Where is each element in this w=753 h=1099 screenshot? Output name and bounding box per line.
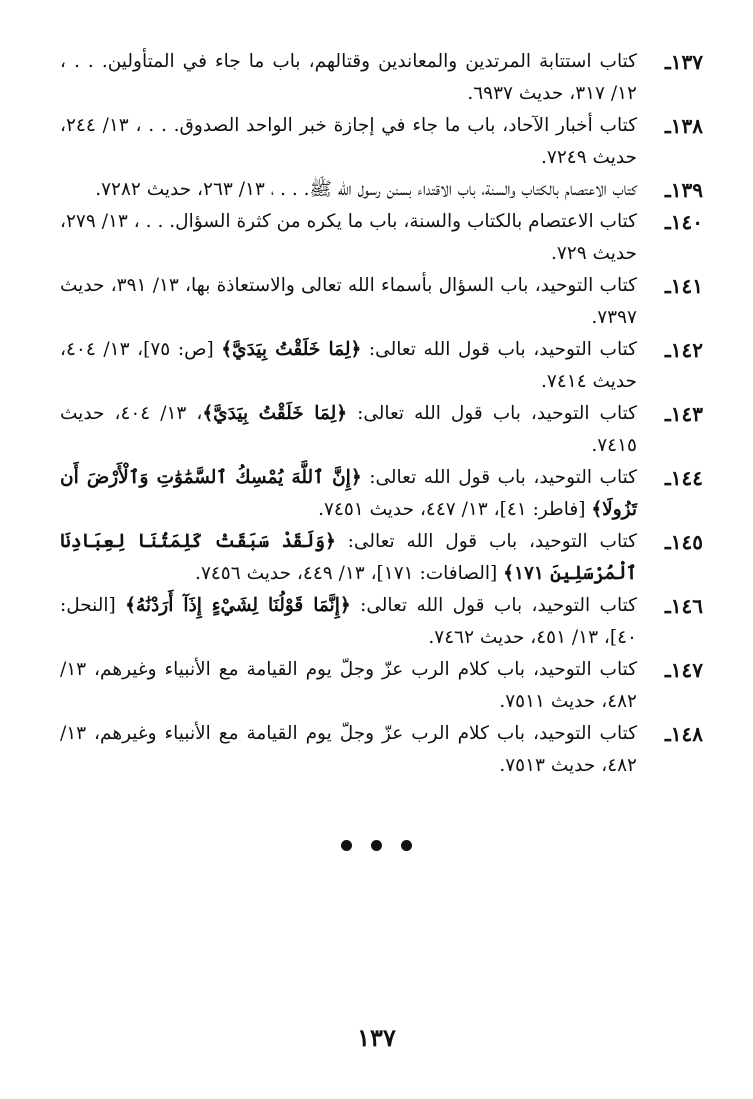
reference-text	[60, 110, 637, 174]
reference-item	[60, 718, 703, 782]
reference-list	[60, 46, 703, 782]
reference-segment: كتاب استتابة المرتدين والمعاندين وقتالهم، باب ما جاء في المتأولين. . . ، ١٢/ ٣١٧، حديث ٦٩٣٧.	[60, 51, 637, 104]
reference-number: ١٤١ـ	[664, 274, 703, 298]
reference-item	[60, 46, 703, 110]
reference-segment: ، ١٣/ ٤٠٤، حديث ٧٤١٥.	[60, 403, 637, 456]
quran-verse: ﴿إِنَّمَا قَوْلُنَا لِشَيْءٍ إِذَآ أَرَدْنَٰهُ﴾	[125, 595, 351, 616]
reference-item	[60, 590, 703, 654]
reference-item	[60, 526, 703, 590]
reference-segment: كتاب الاعتصام بالكتاب والسنة، باب ما يكره من كثرة السؤال. . . ، ١٣/ ٢٧٩، حديث ٧٢٩.	[60, 211, 637, 264]
reference-segment: كتاب التوحيد، باب قول الله تعالى:	[350, 595, 637, 616]
reference-item	[60, 174, 703, 206]
quran-verse: ﴿لِمَا خَلَقْتُ بِيَدَيَّ﴾	[202, 403, 348, 424]
quran-verse: ﴿إِنَّ ٱللَّهَ يُمْسِكُ ٱلسَّمَٰوَٰتِ وَٱلْأَرْضَ أَن تَزُولَا﴾	[60, 467, 637, 520]
reference-text	[60, 334, 637, 398]
reference-item	[60, 654, 703, 718]
quran-verse: ﴿وَلَقَدْ سَبَقَتْ كَلِمَتُنَا لِعِبَادِنَا ٱلْمُرْسَلِينَ ١٧١﴾	[60, 531, 637, 584]
reference-number: ١٤٧ـ	[664, 658, 703, 682]
reference-item	[60, 270, 703, 334]
reference-number: ١٤٦ـ	[664, 594, 703, 618]
reference-segment: كتاب التوحيد، باب قول الله تعالى:	[361, 467, 637, 488]
separator-dot-icon	[341, 840, 352, 851]
reference-number: ١٤٣ـ	[664, 402, 703, 426]
reference-text	[60, 718, 637, 782]
section-separator-icon	[0, 836, 753, 855]
separator-dot-icon	[371, 840, 382, 851]
quran-verse: ﴿لِمَا خَلَقْتُ بِيَدَيَّ﴾	[221, 339, 362, 360]
reference-text	[60, 206, 637, 270]
reference-segment: كتاب التوحيد، باب قول الله تعالى:	[347, 403, 637, 424]
reference-segment: [الصافات: ١٧١]، ١٣/ ٤٤٩، حديث ٧٤٥٦.	[195, 563, 504, 584]
reference-number: ١٣٨ـ	[664, 114, 703, 138]
reference-text	[60, 270, 637, 334]
reference-number: ١٣٧ـ	[664, 50, 703, 74]
page-number: ١٣٧	[357, 1023, 396, 1052]
reference-item	[60, 398, 703, 462]
reference-segment: كتاب أخبار الآحاد، باب ما جاء في إجازة خبر الواحد الصدوق. . . ، ١٣/ ٢٤٤، حديث ٧٢٤٩.	[60, 115, 637, 168]
reference-number: ١٤٠ـ	[664, 210, 703, 234]
reference-text	[60, 174, 637, 206]
reference-text	[60, 46, 637, 110]
reference-segment: كتاب التوحيد، باب السؤال بأسماء الله تعالى والاستعاذة بها، ١٣/ ٣٩١، حديث ٧٣٩٧.	[60, 275, 637, 328]
reference-text	[60, 462, 637, 526]
separator-dot-icon	[401, 840, 412, 851]
reference-number: ١٣٩ـ	[664, 178, 703, 202]
reference-segment: [النحل: ٤٠]، ١٣/ ٤٥١، حديث ٧٤٦٢.	[60, 595, 637, 648]
reference-item	[60, 334, 703, 398]
reference-item	[60, 110, 703, 174]
reference-text	[60, 398, 637, 462]
reference-number: ١٤٨ـ	[664, 722, 703, 746]
reference-segment: كتاب التوحيد، باب كلام الرب عزّ وجلّ يوم القيامة مع الأنبياء وغيرهم، ١٣/ ٤٨٢، حديث ٧٥١١.	[60, 659, 637, 712]
reference-segment: [ص: ٧٥]، ١٣/ ٤٠٤، حديث ٧٤١٤.	[60, 339, 637, 392]
reference-number: ١٤٥ـ	[664, 530, 703, 554]
reference-segment: [فاطر: ٤١]، ١٣/ ٤٤٧، حديث ٧٤٥١.	[318, 499, 592, 520]
reference-segment: كتاب الاعتصام بالكتاب والسنة، باب الاقتداء بسنن رسول الله ﷺ. . . ، ١٣/ ٢٦٣، حديث ٧٢٨٢.	[95, 179, 637, 200]
reference-segment: كتاب التوحيد، باب قول الله تعالى:	[361, 339, 637, 360]
reference-item	[60, 462, 703, 526]
reference-text	[60, 654, 637, 718]
reference-number: ١٤٢ـ	[664, 338, 703, 362]
reference-text	[60, 526, 637, 590]
reference-segment: كتاب التوحيد، باب كلام الرب عزّ وجلّ يوم القيامة مع الأنبياء وغيرهم، ١٣/ ٤٨٢، حديث ٧٥١٣.	[60, 723, 637, 776]
reference-segment: كتاب التوحيد، باب قول الله تعالى:	[335, 531, 637, 552]
reference-number: ١٤٤ـ	[664, 466, 703, 490]
reference-item	[60, 206, 703, 270]
reference-text	[60, 590, 637, 654]
